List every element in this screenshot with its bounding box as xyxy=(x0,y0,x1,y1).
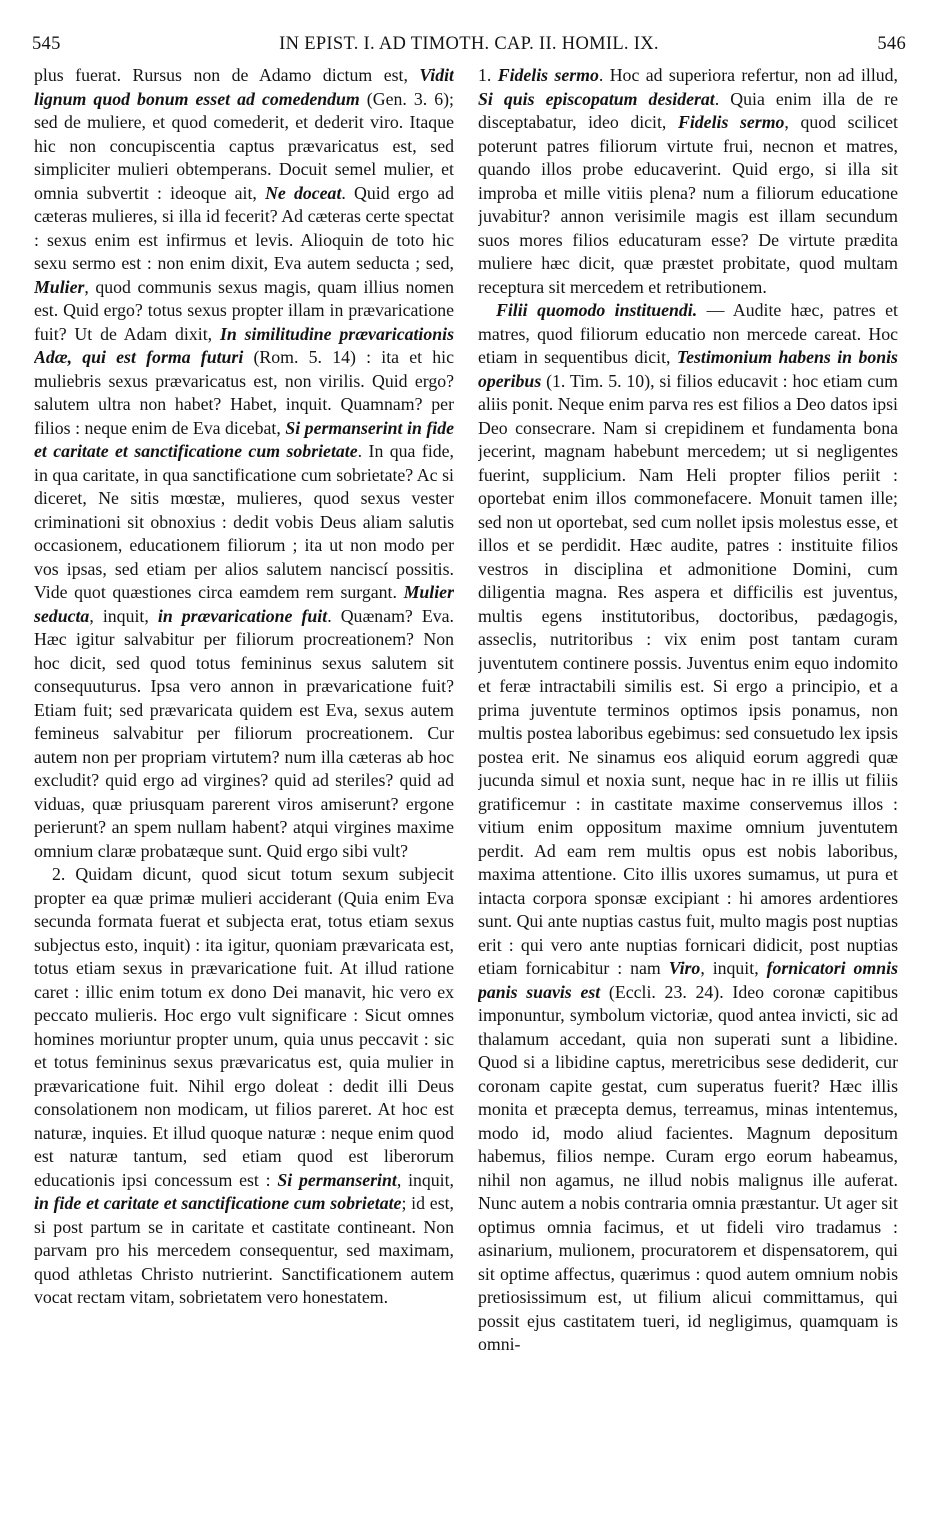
scripture-quote: Testimonium habens in bonis operibus xyxy=(478,347,898,391)
running-title: IN EPIST. I. AD TIMOTH. CAP. II. HOMIL. IX. xyxy=(279,34,659,54)
text-run: , inquit, xyxy=(396,1169,454,1190)
text-run: . Quænam? Eva. Hæc igitur salvabitur per filiorum procreationem? Non hoc dicit, sed quod totus femininus sexus salutem sit consequuturus. Ipsa vero annon in prævaricatione fuit? Etiam fuit; sed prævaricata quidem est Eva, sexus autem femineus salvabitur per filiorum procreationem. Cur autem non per propriam virtutem? num illa cæteras ab hoc excludit? quid ergo ad virgines? quid ad steriles? quid ad viduas, quæ priusquam parerent viros amiserunt? ergone perierunt? an spem nullam habent? atqui virgines maxime omnium claræ probatæque sunt. Quid ergo sibi vult? xyxy=(34,605,454,861)
scripture-quote: Vidit lignum quod bonum esset ad comedendum xyxy=(34,65,454,109)
text-run: plus fuerat. Rursus non de Adamo dictum est, xyxy=(34,65,420,85)
scripture-quote: Fidelis sermo xyxy=(497,65,599,85)
scripture-quote: Mulier xyxy=(34,276,85,297)
text-run: 1. xyxy=(478,65,498,85)
text-run: — Audite hæc, patres et matres, quod filiorum educatio non mercede careat. Hoc etiam in sequentibus dicit, xyxy=(478,300,898,367)
right-paragraph-2 xyxy=(478,299,898,1357)
text-run: (Gen. 3. 6); sed de muliere, et quod comederit, et dederit viro. Itaque hic non concupiscentia captus prævaricatus est, sed simpliciter mulieri obtemperans. Docuit semel mulier, et omnia subvertit : ideoque ait, xyxy=(34,88,454,203)
scripture-quote: in prævaricatione fuit xyxy=(157,605,328,626)
text-run: . Quid ergo ad cæteras mulieres, si illa id fecerit? Ad cæteras certe spectat : sexus enim est infirmus et levis. Alioquin de toto hic sexu sermo est : non enim dixit, Eva autem seducta ; sed, xyxy=(34,182,454,273)
text-run: . Quia enim illa de re disceptabatur, ideo dicit, xyxy=(478,88,898,132)
scripture-quote: Si permanserint in fide et caritate et sanctificatione cum sobrietate xyxy=(34,417,454,461)
scripture-quote: Mulier seducta xyxy=(34,582,454,626)
text-run: , quod communis sexus magis, quam illius nomen est. Quid ergo? totus sexus propter illam in prævaricatione fuit? Ut de Adam dixit, xyxy=(34,276,454,344)
text-run: , inquit, xyxy=(89,605,158,626)
scripture-quote: Viro xyxy=(668,958,701,978)
text-run: (Rom. 5. 14) : ita et hic muliebris sexus prævaricatus est, non virilis. Quid ergo? salutem ultra non habet? Habet, inquit. Quamnam? per filios : neque enim de Eva dicebat, xyxy=(34,347,454,438)
scripture-quote: Ne doceat xyxy=(265,182,342,203)
text-run: (1. Tim. 5. 10), si filios educavit : hoc etiam cum aliis ponit. Neque enim parva res est filios a Deo datos ipsi Deo consecrare. Nam si crepidinem et fundamenta bona jecerint, magnam habebunt mercedem; ut si negligentes fuerint, supplicium. Nam Heli propter filios periit : oportebat enim illos commonefacere. Monuit tamen ille; sed non ut oportebat, sed cum nollet ipsis molestus esse, et illos et se perdidit. Hæc audite, patres : instituite filios vestros in disciplina et admonitione Domini, cum diligentia magna. Res aspera et difficilis est juventus, multis egens institutoribus, doctoribus, pædagogis, asseclis, nutritoribus : vix enim post tantam curam juventutem continere possis. Juventus enim equo indomito et feræ intractabili similis est. Si ergo a principio, et a prima juventute terminos optimos ipsis ponamus, non multis postea laboribus egebimus: sed consuetudo lex ipsis postea erit. Ne sinamus eos aliquid eorum aggredi quæ jucunda simul et noxia sunt, neque hac in re illis ut filiis gratificemur : in castitate maxime conservemus illos : vitium enim oppositum maxime omnium juventutem perdit. Ad eam rem multis opus est nobis laboribus, maxima attentione. Cito illis uxores sumamus, ut pura et intacta corpora sponsæ excipiant : hi amores ardentiores sunt. Qui ante nuptias castus fuit, multo magis post nuptias erit : qui vero ante nuptias fornicari didicit, post nuptias etiam fornicabitur : nam xyxy=(478,370,898,978)
right-paragraph-1 xyxy=(478,64,898,299)
left-page-number: 545 xyxy=(32,34,61,54)
right-page-number: 546 xyxy=(877,34,906,54)
scripture-quote: fornicatori omnis panis suavis est xyxy=(478,958,898,1002)
left-column xyxy=(34,64,454,1534)
text-run: . Hoc ad superiora refertur, non ad illud, xyxy=(598,65,898,85)
scripture-quote: In similitudine prævaricationis Adæ, qui est forma futuri xyxy=(34,323,454,367)
scripture-quote: in fide et caritate et sanctificatione cum sobrietate xyxy=(34,1193,402,1213)
scripture-quote: Fidelis sermo xyxy=(677,112,785,132)
left-paragraph-2 xyxy=(34,863,454,1310)
section-heading: Filii quomodo instituendi. xyxy=(496,300,698,320)
text-run: . In qua fide, in qua caritate, in qua sanctificatione cum sobrietate? Ac si diceret, Ne sitis mœstæ, mulieres, quod sexus vester criminationi sit obnoxius : dedit vobis Deus aliam salutis occasionem, educationem filiorum ; ita ut non modo per vos ipsas, sed etiam per alios salutem nanciscí possitis. Vide quot quæstiones circa eamdem rem surgant. xyxy=(34,441,454,602)
text-run: , quod scilicet poterunt patres filiorum virtute frui, necnon et matres, quando illos probe educaverint. Quid ergo, si illa sit improba et mille vitiis plena? num a filiorum educatione juvabitur? annon verisimile magis est illam secundum suos mores filios educaturam esse? De virtute prædita muliere hæc dicit, quæ præstet probitate, quod multam receptura sit mercedem et retributionem. xyxy=(478,112,898,297)
right-column xyxy=(478,64,898,1534)
text-run: , inquit, xyxy=(700,958,767,978)
text-run: ; id est, si post partum se in caritate et castitate contineant. Non parvam pro his mercedem consequentur, sed maximam, quod athletas Christo nutrierint. Sanctificationem autem vocat rectam vitam, sobrietatem vero honestatem. xyxy=(34,1193,454,1307)
left-paragraph-1 xyxy=(34,64,454,863)
scripture-quote: Si quis episcopatum desiderat xyxy=(478,88,715,109)
scripture-quote: Si permanserint xyxy=(277,1169,397,1190)
text-run: 2. Quidam dicunt, quod sicut totum sexum subjecit propter ea quæ primæ mulieri acciderant (Quia enim Eva secunda formata fuerat et subjecta erat, totus etiam sexus subjectus esto, inquit) : ita igitur, quoniam prævaricata est, totus etiam sexus in prævaricatione fuit. At illud ratione caret : illic enim totum ex dono Dei manavit, hic vero ex peccato mulieris. Hoc ergo vult significare : Sicut omnes homines moriuntur propter unum, quia unus peccavit : sic et totus femininus sexus prævaricatus est, quia mulier in prævaricatione fuit. Nihil ergo doleat : dedit illi Deus consolationem non modicam, ut filios pareret. At hoc est naturæ, inquies. Et illud quoque naturæ : neque enim quod est naturæ tantum, sed etiam quod est liberorum educationis ipsi concessum est : xyxy=(34,864,454,1190)
running-header xyxy=(32,34,906,64)
text-run: (Eccli. 23. 24). Ideo coronæ capitibus imponuntur, symbolum victoriæ, quod antea invicti, sic ad thalamum accedant, quia non superati sunt a libidine. Quod si a libidine captus, meretricibus sese dediderit, cur coronam capite gestat, cum superatus fuerit? Hæc illis monita et præcepta demus, terreamus, minas intentemus, modo id, modo aliud facientes. Magnum depositum habemus, filios nempe. Curam ergo eorum habeamus, nihil non agamus, ne illud nobis malignus ille auferat. Nunc autem a nobis contraria omnia præstantur. Ut ager sit optimus omnia facimus, et ut fideli viro tradamus : asinarium, mulionem, procuratorem et dispensatorem, qui sit optime affectus, quærimus : quod autem omnium nobis pretiosissimum est, ut filium alicui committamus, qui possit ejus castitatem tueri, id negligimus, quamquam is omni- xyxy=(478,981,898,1354)
